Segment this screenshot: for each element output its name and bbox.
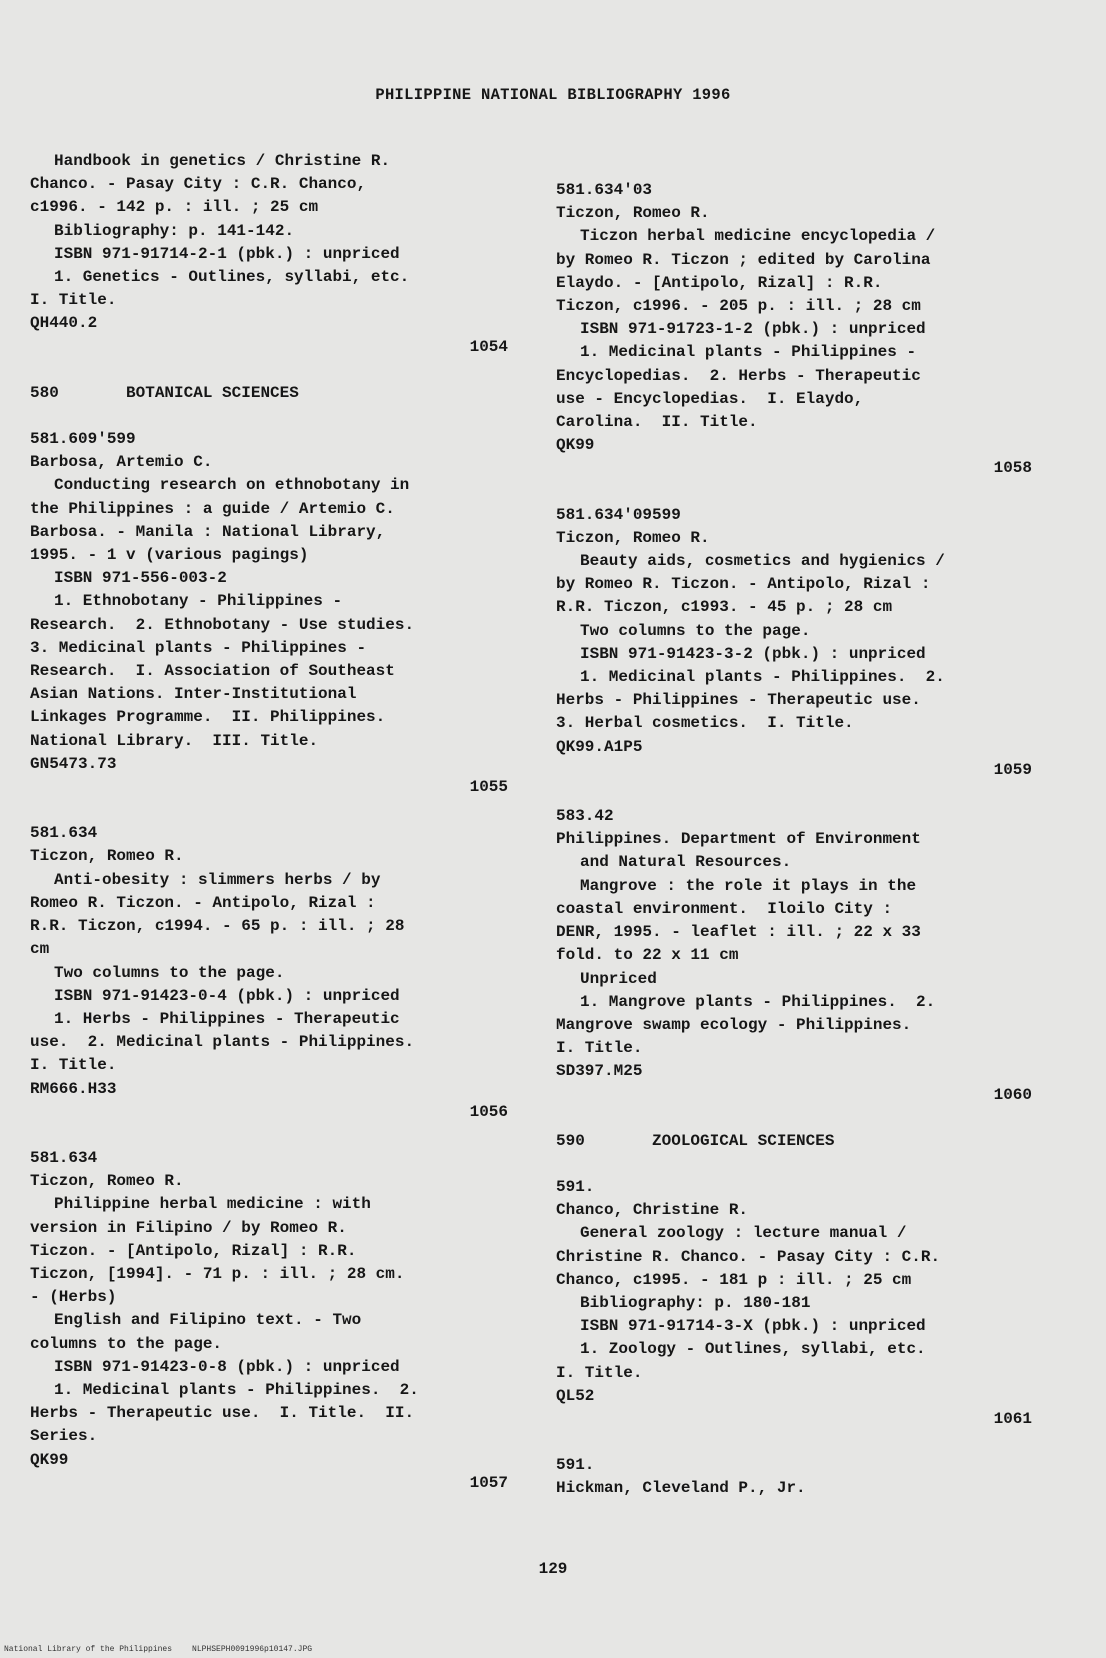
entry-line: R.R. Ticzon, c1994. - 65 p. : ill. ; 28 bbox=[30, 917, 405, 936]
entry-line: National Library. III. Title. bbox=[30, 731, 319, 750]
entry-1059 bbox=[556, 504, 1034, 782]
entry-subjects: 1. Ethnobotany - Philippines - bbox=[54, 592, 343, 611]
entry-line: Chanco, c1995. - 181 p : ill. ; 25 cm bbox=[556, 1270, 912, 1289]
entry-1056 bbox=[30, 822, 510, 1124]
entry-class-number: 581.634 bbox=[30, 1148, 98, 1167]
section-heading-590: 590 ZOOLOGICAL SCIENCES bbox=[556, 1131, 835, 1150]
entry-title: Conducting research on ethnobotany in bbox=[54, 476, 410, 495]
entry-line: coastal environment. Iloilo City : bbox=[556, 899, 893, 918]
entry-call-number: QH440.2 bbox=[30, 314, 98, 333]
entry-line: Romeo R. Ticzon. - Antipolo, Rizal : bbox=[30, 893, 376, 912]
entry-isbn: ISBN 971-91423-0-8 (pbk.) : unpriced bbox=[54, 1357, 400, 1376]
entry-subjects: 1. Herbs - Philippines - Therapeutic bbox=[54, 1009, 400, 1028]
entry-call-number: QK99 bbox=[30, 1450, 69, 1469]
entry-line: I. Title. bbox=[556, 1363, 643, 1382]
entry-line: Ticzon. - [Antipolo, Rizal] : R.R. bbox=[30, 1241, 357, 1260]
entry-number: 1056 bbox=[469, 1102, 508, 1121]
entry-line: 3. Medicinal plants - Philippines - bbox=[30, 638, 367, 657]
right-column bbox=[556, 179, 1034, 1501]
entry-note: Bibliography: p. 180-181 bbox=[580, 1293, 811, 1312]
entry-1062 bbox=[556, 1454, 1034, 1500]
entry-line: - (Herbs) bbox=[30, 1288, 117, 1307]
section-heading-580: 580 BOTANICAL SCIENCES bbox=[30, 383, 299, 402]
entry-line: Chanco. - Pasay City : C.R. Chanco, bbox=[30, 175, 367, 194]
entry-call-number: QK99.A1P5 bbox=[556, 737, 643, 756]
entry-class-number: 591. bbox=[556, 1456, 595, 1475]
entry-number: 1061 bbox=[993, 1409, 1032, 1428]
entry-line: Encyclopedias. 2. Herbs - Therapeutic bbox=[556, 366, 921, 385]
entry-line: 1995. - 1 v (various pagings) bbox=[30, 546, 309, 565]
entry-author: Philippines. Department of Environment bbox=[556, 830, 921, 849]
entry-title: Beauty aids, cosmetics and hygienics / bbox=[580, 552, 945, 571]
entry-title: Ticzon herbal medicine encyclopedia / bbox=[580, 227, 936, 246]
entry-line: the Philippines : a guide / Artemio C. bbox=[30, 499, 395, 518]
entry-line: I. Title. bbox=[30, 291, 117, 310]
entry-line: fold. to 22 x 11 cm bbox=[556, 946, 739, 965]
entry-subjects: 1. Medicinal plants - Philippines. 2. bbox=[580, 668, 945, 687]
entry-1054 bbox=[30, 150, 510, 359]
entry-class-number: 581.634 bbox=[30, 824, 98, 843]
entry-isbn: ISBN 971-91423-0-4 (pbk.) : unpriced bbox=[54, 986, 400, 1005]
entry-isbn: ISBN 971-91423-3-2 (pbk.) : unpriced bbox=[580, 644, 926, 663]
footer-library: National Library of the Philippines bbox=[4, 1645, 173, 1654]
entry-title: Mangrove : the role it plays in the bbox=[580, 876, 917, 895]
left-column bbox=[30, 150, 510, 1495]
entry-subjects: 1. Medicinal plants - Philippines. 2. bbox=[54, 1380, 419, 1399]
footer-file: NLPHSEPH0091996p10147.JPG bbox=[192, 1645, 313, 1654]
entry-number: 1057 bbox=[469, 1473, 508, 1492]
entry-line: R.R. Ticzon, c1993. - 45 p. ; 28 cm bbox=[556, 598, 893, 617]
entry-note: English and Filipino text. - Two bbox=[54, 1311, 362, 1330]
entry-line: Carolina. II. Title. bbox=[556, 413, 758, 432]
entry-line: Herbs - Therapeutic use. I. Title. II. bbox=[30, 1404, 415, 1423]
entry-line: cm bbox=[30, 940, 50, 959]
entry-line: Research. I. Association of Southeast bbox=[30, 662, 395, 681]
entry-line: use. 2. Medicinal plants - Philippines. bbox=[30, 1033, 415, 1052]
entry-class-number: 581.634'09599 bbox=[556, 505, 681, 524]
entry-line: I. Title. bbox=[556, 1039, 643, 1058]
entry-line: Herbs - Philippines - Therapeutic use. bbox=[556, 691, 921, 710]
entry-line: Asian Nations. Inter-Institutional bbox=[30, 685, 357, 704]
entry-line: Ticzon, [1994]. - 71 p. : ill. ; 28 cm. bbox=[30, 1264, 405, 1283]
entry-number: 1054 bbox=[469, 337, 508, 356]
entry-subjects: 1. Genetics - Outlines, syllabi, etc. bbox=[54, 268, 410, 287]
entry-class-number: 591. bbox=[556, 1177, 595, 1196]
entry-call-number: QL52 bbox=[556, 1386, 595, 1405]
entry-line: Elaydo. - [Antipolo, Rizal] : R.R. bbox=[556, 273, 883, 292]
entry-line: Series. bbox=[30, 1427, 98, 1446]
entry-line: by Romeo R. Ticzon ; edited by Carolina bbox=[556, 250, 931, 269]
entry-isbn: ISBN 971-556-003-2 bbox=[54, 569, 227, 588]
entry-line: DENR, 1995. - leaflet : ill. ; 22 x 33 bbox=[556, 923, 921, 942]
entry-note: Two columns to the page. bbox=[54, 963, 285, 982]
entry-title: Philippine herbal medicine : with bbox=[54, 1195, 371, 1214]
entry-class-number: 581.634'03 bbox=[556, 181, 653, 199]
entry-author: Chanco, Christine R. bbox=[556, 1201, 749, 1220]
entry-line: by Romeo R. Ticzon. - Antipolo, Rizal : bbox=[556, 575, 931, 594]
entry-line: Mangrove swamp ecology - Philippines. bbox=[556, 1015, 912, 1034]
entry-line: I. Title. bbox=[30, 1056, 117, 1075]
entry-author: Ticzon, Romeo R. bbox=[30, 847, 184, 866]
entry-subjects: 1. Mangrove plants - Philippines. 2. bbox=[580, 992, 936, 1011]
entry-author: Barbosa, Artemio C. bbox=[30, 453, 213, 472]
entry-isbn: ISBN 971-91714-3-X (pbk.) : unpriced bbox=[580, 1317, 926, 1336]
entry-title: Anti-obesity : slimmers herbs / by bbox=[54, 870, 381, 889]
entry-note: Unpriced bbox=[580, 969, 657, 988]
entry-1061 bbox=[556, 1176, 1034, 1431]
entry-line: Research. 2. Ethnobotany - Use studies. bbox=[30, 615, 415, 634]
page-title: PHILIPPINE NATIONAL BIBLIOGRAPHY 1996 bbox=[375, 86, 731, 104]
entry-subjects: 1. Zoology - Outlines, syllabi, etc. bbox=[580, 1340, 926, 1359]
page-number: 129 bbox=[538, 1560, 568, 1578]
entry-line: Ticzon, c1996. - 205 p. : ill. ; 28 cm bbox=[556, 297, 921, 316]
entry-class-number: 581.609'599 bbox=[30, 430, 136, 449]
entry-number: 1060 bbox=[993, 1085, 1032, 1104]
entry-isbn: ISBN 971-91714-2-1 (pbk.) : unpriced bbox=[54, 244, 400, 263]
entry-line: Barbosa. - Manila : National Library, bbox=[30, 522, 386, 541]
entry-note: Bibliography: p. 141-142. bbox=[54, 221, 295, 240]
entry-number: 1058 bbox=[993, 459, 1032, 478]
entry-1060 bbox=[556, 805, 1034, 1107]
entry-title: Handbook in genetics / Christine R. bbox=[54, 152, 391, 170]
entry-line: Linkages Programme. II. Philippines. bbox=[30, 708, 386, 727]
entry-1057 bbox=[30, 1147, 510, 1495]
entry-author: Ticzon, Romeo R. bbox=[556, 528, 710, 547]
entry-author-cont: and Natural Resources. bbox=[580, 853, 792, 872]
entry-line: version in Filipino / by Romeo R. bbox=[30, 1218, 347, 1237]
scan-footer bbox=[4, 1645, 332, 1654]
entry-call-number: QK99 bbox=[556, 436, 595, 455]
entry-class-number: 583.42 bbox=[556, 807, 614, 826]
entry-author: Ticzon, Romeo R. bbox=[30, 1172, 184, 1191]
entry-title: General zoology : lecture manual / bbox=[580, 1224, 907, 1243]
entry-author: Hickman, Cleveland P., Jr. bbox=[556, 1479, 806, 1498]
entry-line: Christine R. Chanco. - Pasay City : C.R. bbox=[556, 1247, 941, 1266]
entry-note: Two columns to the page. bbox=[580, 621, 811, 640]
entry-subjects: 1. Medicinal plants - Philippines - bbox=[580, 343, 917, 362]
entry-1055 bbox=[30, 428, 510, 799]
entry-number: 1055 bbox=[469, 778, 508, 797]
entry-line: use - Encyclopedias. I. Elaydo, bbox=[556, 389, 864, 408]
entry-call-number: SD397.M25 bbox=[556, 1062, 643, 1081]
entry-number: 1059 bbox=[993, 760, 1032, 779]
entry-author: Ticzon, Romeo R. bbox=[556, 204, 710, 223]
entry-line: 3. Herbal cosmetics. I. Title. bbox=[556, 714, 854, 733]
entry-1058 bbox=[556, 179, 1034, 481]
entry-line: columns to the page. bbox=[30, 1334, 223, 1353]
entry-call-number: RM666.H33 bbox=[30, 1079, 117, 1098]
entry-isbn: ISBN 971-91723-1-2 (pbk.) : unpriced bbox=[580, 320, 926, 339]
entry-call-number: GN5473.73 bbox=[30, 754, 117, 773]
entry-line: c1996. - 142 p. : ill. ; 25 cm bbox=[30, 198, 319, 217]
